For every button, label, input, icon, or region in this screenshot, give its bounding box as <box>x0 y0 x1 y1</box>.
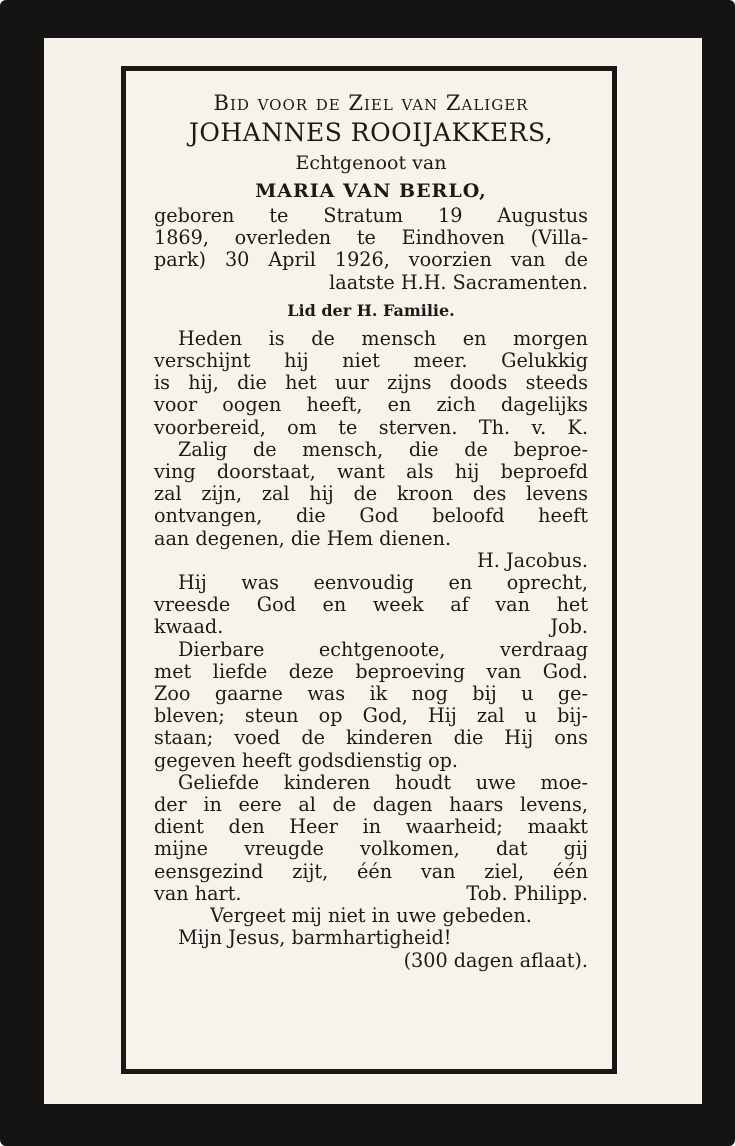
deceased-name: JOHANNES ROOIJAKKERS, <box>188 118 554 147</box>
quote-line: dient den Heer in waarheid; maakt <box>154 815 588 839</box>
closing-line: Vergeet mij niet in uwe gebeden. <box>210 904 532 928</box>
closing-block <box>154 905 588 972</box>
quote-line: voor oogen heeft, en zich dagelijks <box>154 393 588 417</box>
quote-line: Heden is de mensch en morgen <box>178 326 588 350</box>
quote-spouse <box>154 639 588 772</box>
quote-line: gegeven heeft godsdienstig op. <box>154 748 459 772</box>
bio-line: geboren te Stratum 19 Augustus <box>154 204 588 227</box>
quote-source: H. Jacobus. <box>477 548 588 572</box>
quote-line: kwaad. <box>154 615 224 639</box>
prayer-heading: Bid voor de Ziel van Zaliger <box>213 91 529 115</box>
quote-job <box>154 572 588 639</box>
quote-jacobus <box>154 439 588 572</box>
quote-line: der in eere al de dagen haars levens, <box>154 793 588 817</box>
quote-line: ving doorstaat, want als hij beproefd <box>154 460 588 484</box>
spouse-intro: Echtgenoot van <box>295 152 447 174</box>
quote-line: aan degenen, die Hem dienen. <box>154 526 452 550</box>
card-text <box>154 89 588 972</box>
quote-last-line <box>154 616 588 638</box>
quote-line: Geliefde kinderen houdt uwe moe- <box>178 770 588 794</box>
quote-line: is hij, die het uur zijns doods steeds <box>154 371 588 395</box>
quote-line: ontvangen, die God beloofd heeft <box>154 504 588 528</box>
quote-thomas <box>154 328 588 439</box>
bio-block <box>154 205 588 294</box>
quote-line: staan; voed de kinderen die Hij ons <box>154 726 588 750</box>
indulgence-note: (300 dagen aflaat). <box>403 948 588 972</box>
mourning-border-frame <box>121 66 617 1074</box>
quote-line: voorbereid, om te sterven. Th. v. K. <box>154 415 588 439</box>
quote-last-line <box>154 883 588 905</box>
quote-line: Dierbare echtgenoote, verdraag <box>178 637 588 661</box>
quote-line: Zalig de mensch, die de beproe- <box>178 437 588 461</box>
quote-line: bleven; steun op God, Hij zal u bij- <box>154 704 588 728</box>
membership-note: Lid der H. Familie. <box>287 300 455 320</box>
bio-line: park) 30 April 1926, voorzien van de <box>154 248 588 272</box>
bio-line: 1869, overleden te Eindhoven (Villa- <box>154 226 588 250</box>
bio-line: laatste H.H. Sacramenten. <box>329 270 588 294</box>
quote-line: Hij was eenvoudig en oprecht, <box>178 571 588 595</box>
quote-line: zal zijn, zal hij de kroon des levens <box>154 482 588 506</box>
quote-line: met liefde deze beproeving van God. <box>154 659 588 683</box>
quote-line: van hart. <box>154 881 242 905</box>
quote-line: vreesde God en week af van het <box>154 593 588 617</box>
spouse-name: MARIA VAN BERLO, <box>255 180 487 202</box>
quote-line: mijne vreugde volkomen, dat gij <box>154 837 588 861</box>
quote-line: eensgezind zijt, één van ziel, één <box>154 859 588 883</box>
quote-source: Job. <box>550 615 588 639</box>
quote-source: Tob. Philipp. <box>466 881 588 905</box>
quote-line: verschijnt hij niet meer. Gelukkig <box>154 349 588 373</box>
quote-line: Zoo gaarne was ik nog bij u ge- <box>154 682 588 706</box>
quote-tobias <box>154 772 588 905</box>
closing-line: Mijn Jesus, barmhartigheid! <box>178 926 452 950</box>
